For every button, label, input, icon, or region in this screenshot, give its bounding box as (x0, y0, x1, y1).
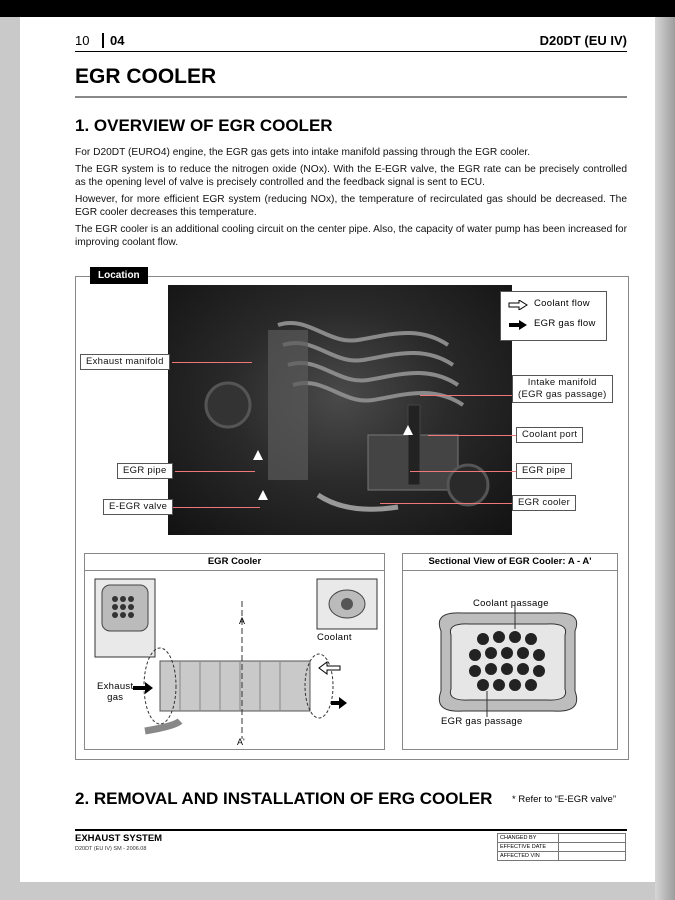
label-exhaust-manifold: Exhaust manifold (80, 354, 170, 370)
model-label: D20DT (EU IV) (539, 33, 627, 48)
section2-note: * Refer to “E-EGR valve” (512, 794, 616, 805)
label-intake-manifold-line2: (EGR gas passage) (518, 389, 607, 400)
legend-egr-gas-flow: EGR gas flow (534, 318, 596, 329)
header-rule (75, 51, 627, 52)
title-rule (75, 96, 627, 98)
leader-intake-manifold (420, 395, 515, 396)
affected-vin-label: AFFECTED VIN (498, 852, 559, 861)
label-e-egr-valve: E-EGR valve (103, 499, 173, 515)
affected-vin-value (559, 852, 626, 861)
label-coolant-port: Coolant port (516, 427, 583, 443)
label-intake-manifold-line1: Intake manifold (527, 377, 597, 388)
coolant-passage-label: Coolant passage (473, 598, 549, 609)
label-intake-manifold (512, 375, 613, 403)
footer-title: EXHAUST SYSTEM (75, 833, 163, 844)
section-marker-a-prime: A' (237, 737, 245, 747)
engine-illustration (168, 285, 512, 535)
para-4: The EGR cooler is an additional cooling circuit on the center pipe. Also, the capacity of water pump has been increased for improving coolant flow. (75, 224, 627, 248)
egr-cooler-drawing (85, 571, 384, 749)
label-egr-pipe-right: EGR pipe (516, 463, 572, 479)
leader-e-egr-valve (170, 507, 260, 508)
egr-cooler-panel-title: EGR Cooler (85, 554, 384, 571)
egr-gas-passage-label: EGR gas passage (441, 716, 523, 727)
leader-exhaust-manifold (172, 362, 252, 363)
exhaust-gas-line1: Exhaust (97, 681, 134, 692)
page-number: 10 (75, 33, 90, 48)
label-egr-cooler: EGR cooler (512, 495, 576, 511)
page-shadow (655, 17, 675, 900)
effective-date-label: EFFECTIVE DATE (498, 843, 559, 852)
page-title: EGR COOLER (75, 65, 217, 88)
section2-heading: 2. REMOVAL AND INSTALLATION OF ERG COOLER (75, 789, 493, 808)
para-2: The EGR system is to reduce the nitrogen oxide (NOx). With the E-EGR valve, the EGR rate can be precisely controlled as the opening level of valve is precisely controlled and the feedback signal is sent to ECU. (75, 164, 627, 188)
section1-heading: 1. OVERVIEW OF EGR COOLER (75, 116, 333, 135)
section-marker-a: A (239, 616, 246, 626)
flow-legend (500, 291, 607, 341)
leader-egr-pipe-right (410, 471, 516, 472)
document-page (20, 17, 655, 882)
label-egr-pipe-left: EGR pipe (117, 463, 173, 479)
coolant-flow-arrow-icon (508, 300, 528, 310)
changed-by-label: CHANGED BY (498, 834, 559, 843)
top-black-bar (0, 0, 675, 17)
sectional-view-panel (402, 553, 618, 750)
leader-coolant-port (428, 435, 516, 436)
header-separator (102, 33, 104, 48)
footer-subtitle: D20DT (EU IV) SM - 2006.08 (75, 846, 147, 852)
effective-date-value (559, 843, 626, 852)
leader-egr-cooler (380, 503, 512, 504)
footer-rule (75, 829, 627, 831)
revision-table (497, 833, 626, 861)
legend-coolant-flow: Coolant flow (534, 298, 590, 309)
leader-egr-pipe-left (175, 471, 255, 472)
para-3: However, for more efficient EGR system (reducing NOx), the temperature of recirculated gas should be decreased. The EGR cooler decreases this temperature. (75, 194, 627, 218)
location-tab: Location (90, 267, 148, 284)
changed-by-value (559, 834, 626, 843)
para-1: For D20DT (EURO4) engine, the EGR gas gets into intake manifold passing through the EGR cooler. (75, 147, 531, 158)
section-number: 04 (110, 33, 125, 48)
sectional-view-title: Sectional View of EGR Cooler: A - A' (403, 554, 617, 571)
exhaust-gas-label (97, 681, 133, 703)
exhaust-gas-line2: gas (107, 692, 124, 703)
engine-photo (168, 285, 512, 535)
egr-cooler-panel (84, 553, 385, 750)
coolant-label: Coolant (317, 632, 352, 643)
egr-gas-flow-arrow-icon (508, 320, 528, 330)
